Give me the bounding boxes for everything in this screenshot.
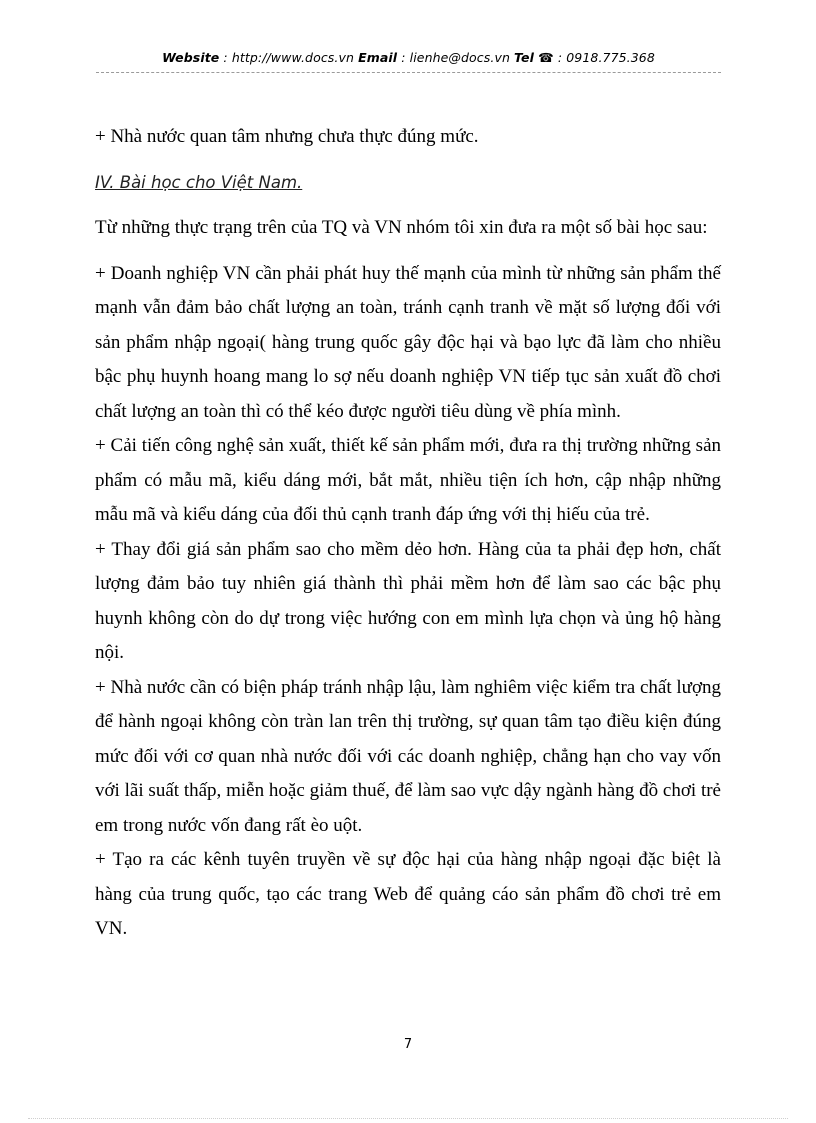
tel-label: Tel [514, 50, 535, 65]
page-header [96, 50, 721, 65]
intro-line: + Nhà nước quan tâm nhưng chưa thực đúng mức. [95, 126, 479, 147]
website-value: : http://www.docs.vn [219, 50, 359, 65]
page-bottom-divider [28, 1118, 788, 1119]
header-divider [96, 72, 721, 73]
website-label: Website [162, 50, 220, 65]
phone-icon: ☎ [538, 50, 554, 65]
lesson-paragraph: + Doanh nghiệp VN cần phải phát huy thế mạnh của mình từ những sản phẩm thế mạnh vẫn đảm bảo chất lượng an toàn, tránh cạnh tranh về mặt số lượng đối với sản phẩm nhập ngoại( hàng trung quốc gây độc hại và bạo lực đã làm cho nhiều bậc phụ huynh hoang mang lo sợ nếu doanh nghiệp VN tiếp tục sản xuất đồ chơi chất lượng an toàn thì có thể kéo được người tiêu dùng về phía mình. [95, 262, 721, 422]
email-label: Email [358, 50, 398, 65]
lesson-paragraph: + Nhà nước cần có biện pháp tránh nhập lậu, làm nghiêm việc kiểm tra chất lượng để hành ngoại không còn tràn lan trên thị trường, sự quan tâm tạo điều kiện đúng mức đối với cơ quan nhà nước đối với các doanh nghiệp, chẳng hạn cho vay vốn với lãi suất thấp, miễn hoặc giảm thuế, để làm sao vực dậy ngành hàng đồ chơi trẻ em trong nước vốn đang rất èo uột. [95, 676, 721, 836]
page-content [95, 120, 721, 947]
email-value: : lienhe@docs.vn [397, 50, 515, 65]
lesson-paragraph: + Thay đổi giá sản phẩm sao cho mềm dẻo hơn. Hàng của ta phải đẹp hơn, chất lượng đảm bảo tuy nhiên giá thành thì phải mềm hơn để làm sao các bậc phụ huynh không còn do dự trong việc hướng con em mình lựa chọn và ủng hộ hàng nội. [95, 538, 721, 663]
lesson-paragraph: + Tạo ra các kênh tuyên truyền về sự độc hại của hàng nhập ngoại đặc biệt là hàng của trung quốc, tạo các trang Web để quảng cáo sản phẩm đồ chơi trẻ em VN. [95, 849, 721, 939]
page-number: 7 [403, 1037, 413, 1052]
lesson-paragraph: + Cải tiến công nghệ sản xuất, thiết kế sản phẩm mới, đưa ra thị trường những sản phẩm có mẫu mã, kiểu dáng mới, bắt mắt, nhiều tiện ích hơn, cập nhập những mẫu mã và kiểu dáng của đối thủ cạnh tranh đáp ứng với thị hiếu của trẻ. [95, 435, 721, 525]
section-heading: IV. Bài học cho Việt Nam. [95, 172, 303, 192]
tel-value: : 0918.775.368 [553, 50, 655, 65]
lead-sentence: Từ những thực trạng trên của TQ và VN nhóm tôi xin đưa ra một số bài học sau: [95, 217, 708, 238]
